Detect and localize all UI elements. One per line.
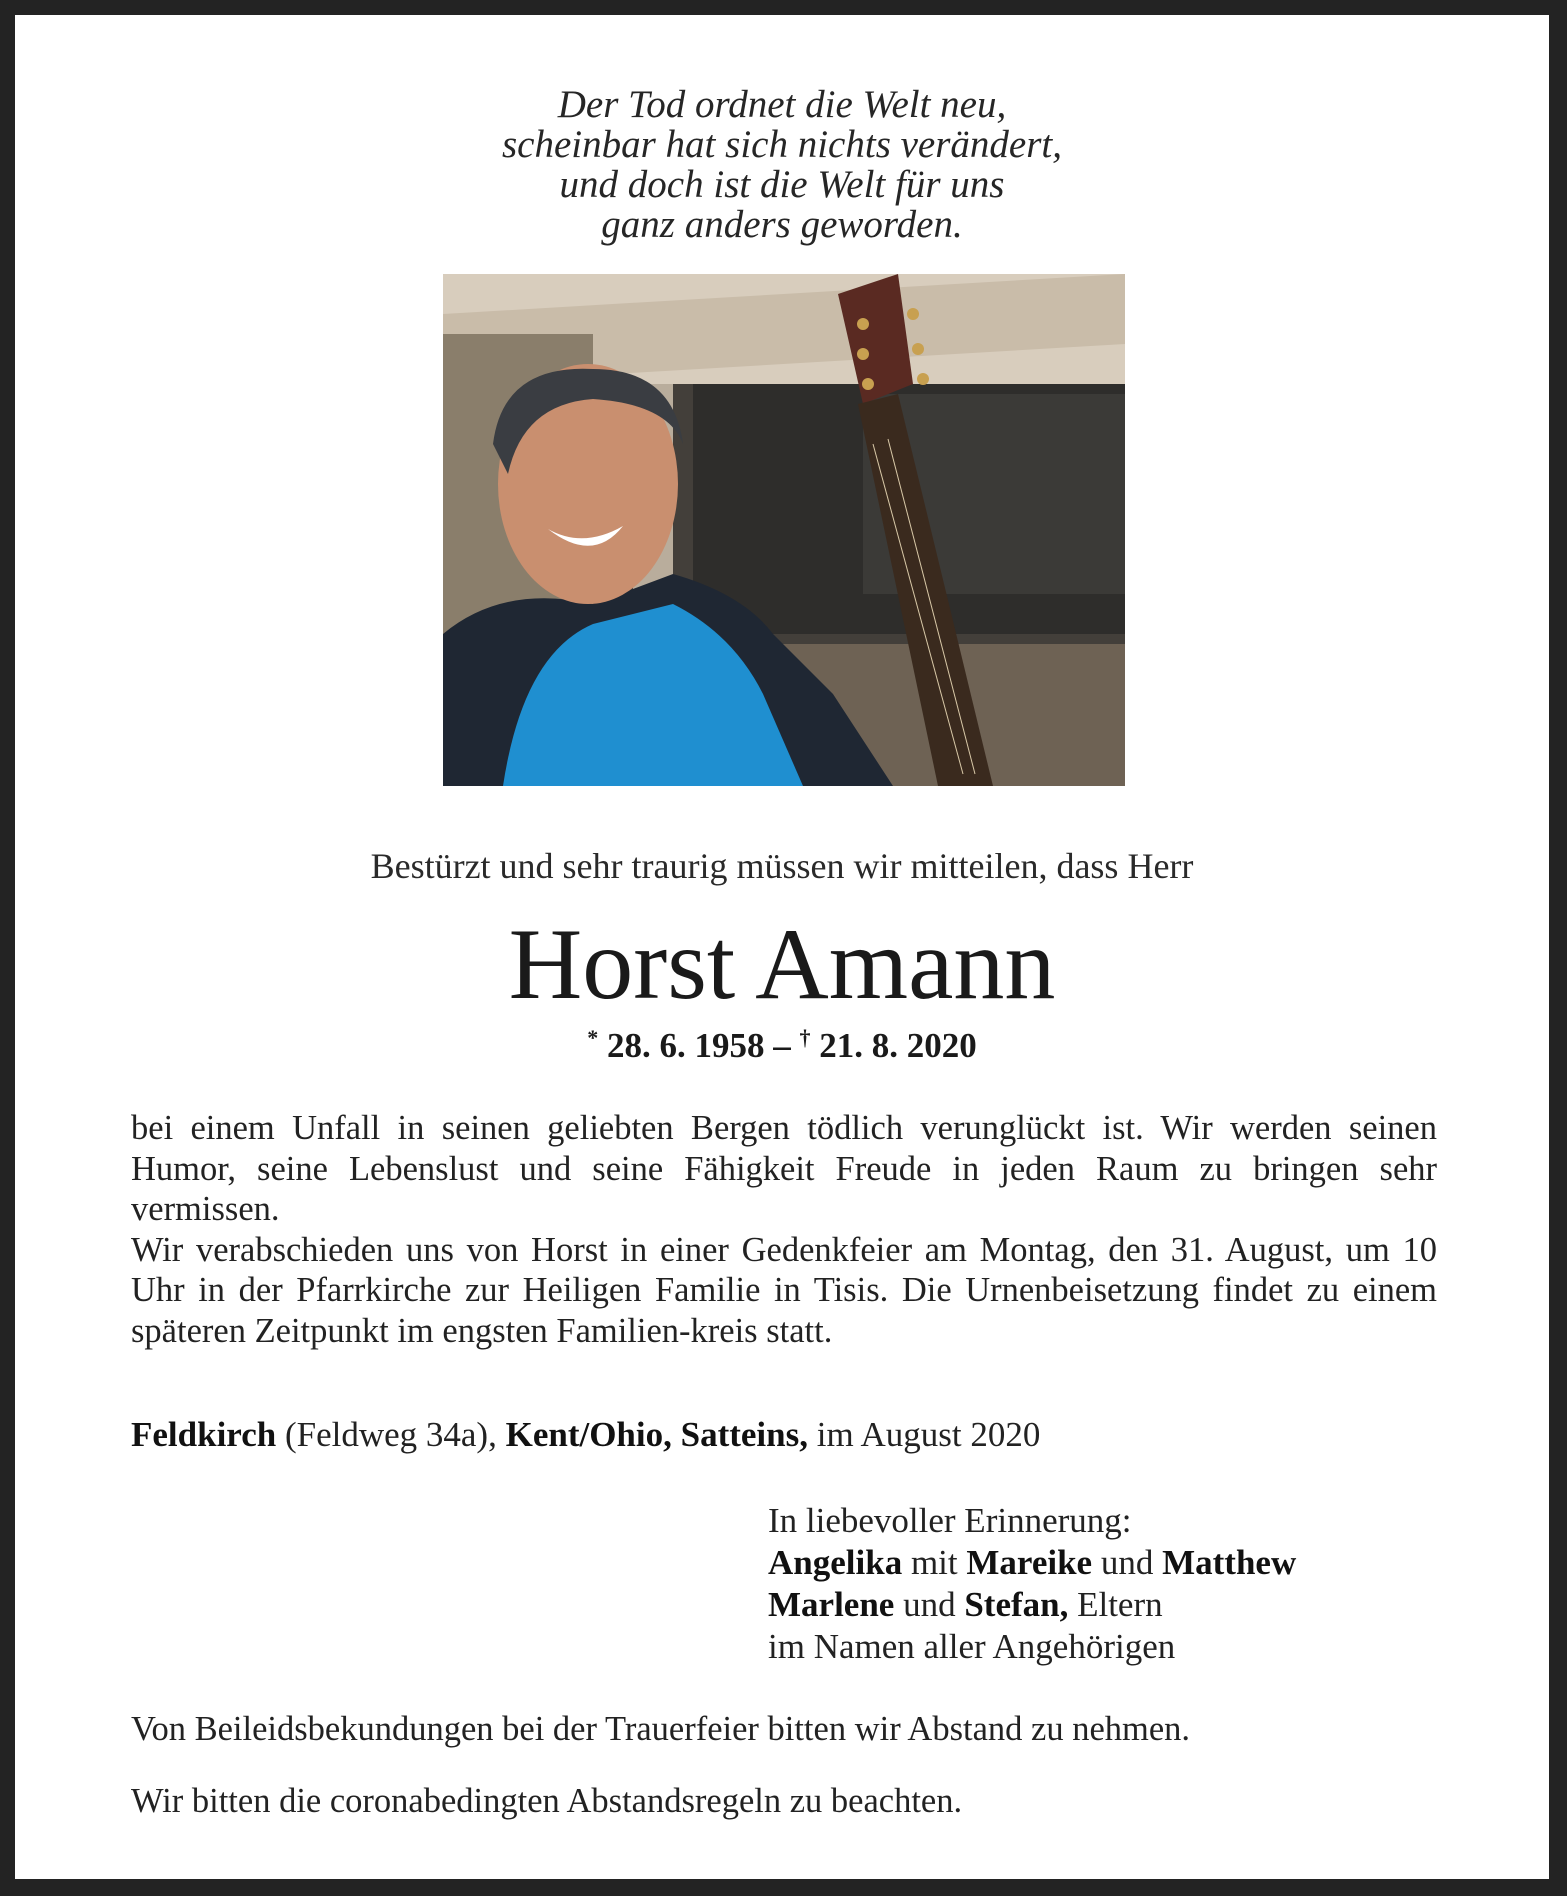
portrait-photo [443, 274, 1125, 786]
place-other: Kent/Ohio, Satteins, [505, 1415, 808, 1454]
body-paragraph: Wir verabschieden uns von Horst in einer Gedenkfeier am Montag, den 31. August, um 10 Uhr in der Pfarrkirche zur Heiligen Familie in Tisis. Die Urnenbeisetzung findet zu einem späteren Zeitpunkt im engsten Familien-kreis statt. [131, 1230, 1437, 1350]
epigraph-line: ganz anders geworden. [601, 203, 963, 246]
place-date: im August 2020 [807, 1415, 1041, 1454]
announcement-text: Bestürzt und sehr traurig müssen wir mitteilen, dass Herr [370, 846, 1194, 886]
birth-mark: * [587, 1025, 599, 1050]
signoff-intro: In liebevoller Erinnerung: [768, 1501, 1132, 1540]
epigraph-quote [15, 85, 1549, 245]
mourner-name: Stefan, [964, 1585, 1069, 1624]
obituary-body [131, 1108, 1437, 1351]
obituary-page [15, 15, 1549, 1879]
mourner-name: Mareike [966, 1543, 1093, 1582]
signoff-word: mit [902, 1543, 967, 1582]
place-and-date [131, 1415, 1040, 1455]
epigraph-line: und doch ist die Welt für uns [559, 163, 1005, 206]
place-city: Feldkirch [131, 1415, 277, 1454]
body-paragraph: bei einem Unfall in seinen geliebten Bergen tödlich verunglückt ist. Wir werden seinen Humor, seine Lebenslust und seine Fähigkeit Freude in jeden Raum zu bringen sehr vermissen. [131, 1109, 1437, 1228]
signoff-line: im Namen aller Angehörigen [768, 1627, 1176, 1666]
death-mark: † [799, 1025, 811, 1050]
life-dates [15, 1025, 1549, 1066]
mourner-name: Angelika [768, 1543, 903, 1582]
date-separator: – [773, 1026, 791, 1065]
condolence-note: Von Beileidsbekundungen bei der Trauerfeier bitten wir Abstand zu nehmen. [131, 1710, 1191, 1748]
epigraph-line: Der Tod ordnet die Welt neu, [557, 83, 1007, 126]
distancing-note: Wir bitten die coronabedingten Abstandsregeln zu beachten. [131, 1782, 963, 1820]
birth-date: 28. 6. 1958 [607, 1026, 765, 1065]
deceased-name: Horst Amann [508, 908, 1056, 1021]
signoff-line [768, 1542, 1296, 1584]
signoff-line [768, 1584, 1296, 1626]
signoff-word: Eltern [1068, 1585, 1163, 1624]
signoff-word: und [894, 1585, 965, 1624]
death-date: 21. 8. 2020 [819, 1026, 977, 1065]
signoff-word: und [1092, 1543, 1163, 1582]
epigraph-line: scheinbar hat sich nichts verändert, [502, 123, 1062, 166]
signoff-block [768, 1500, 1296, 1668]
mourner-name: Matthew [1162, 1543, 1297, 1582]
mourner-name: Marlene [768, 1585, 895, 1624]
place-address: (Feldweg 34a), [276, 1415, 506, 1454]
